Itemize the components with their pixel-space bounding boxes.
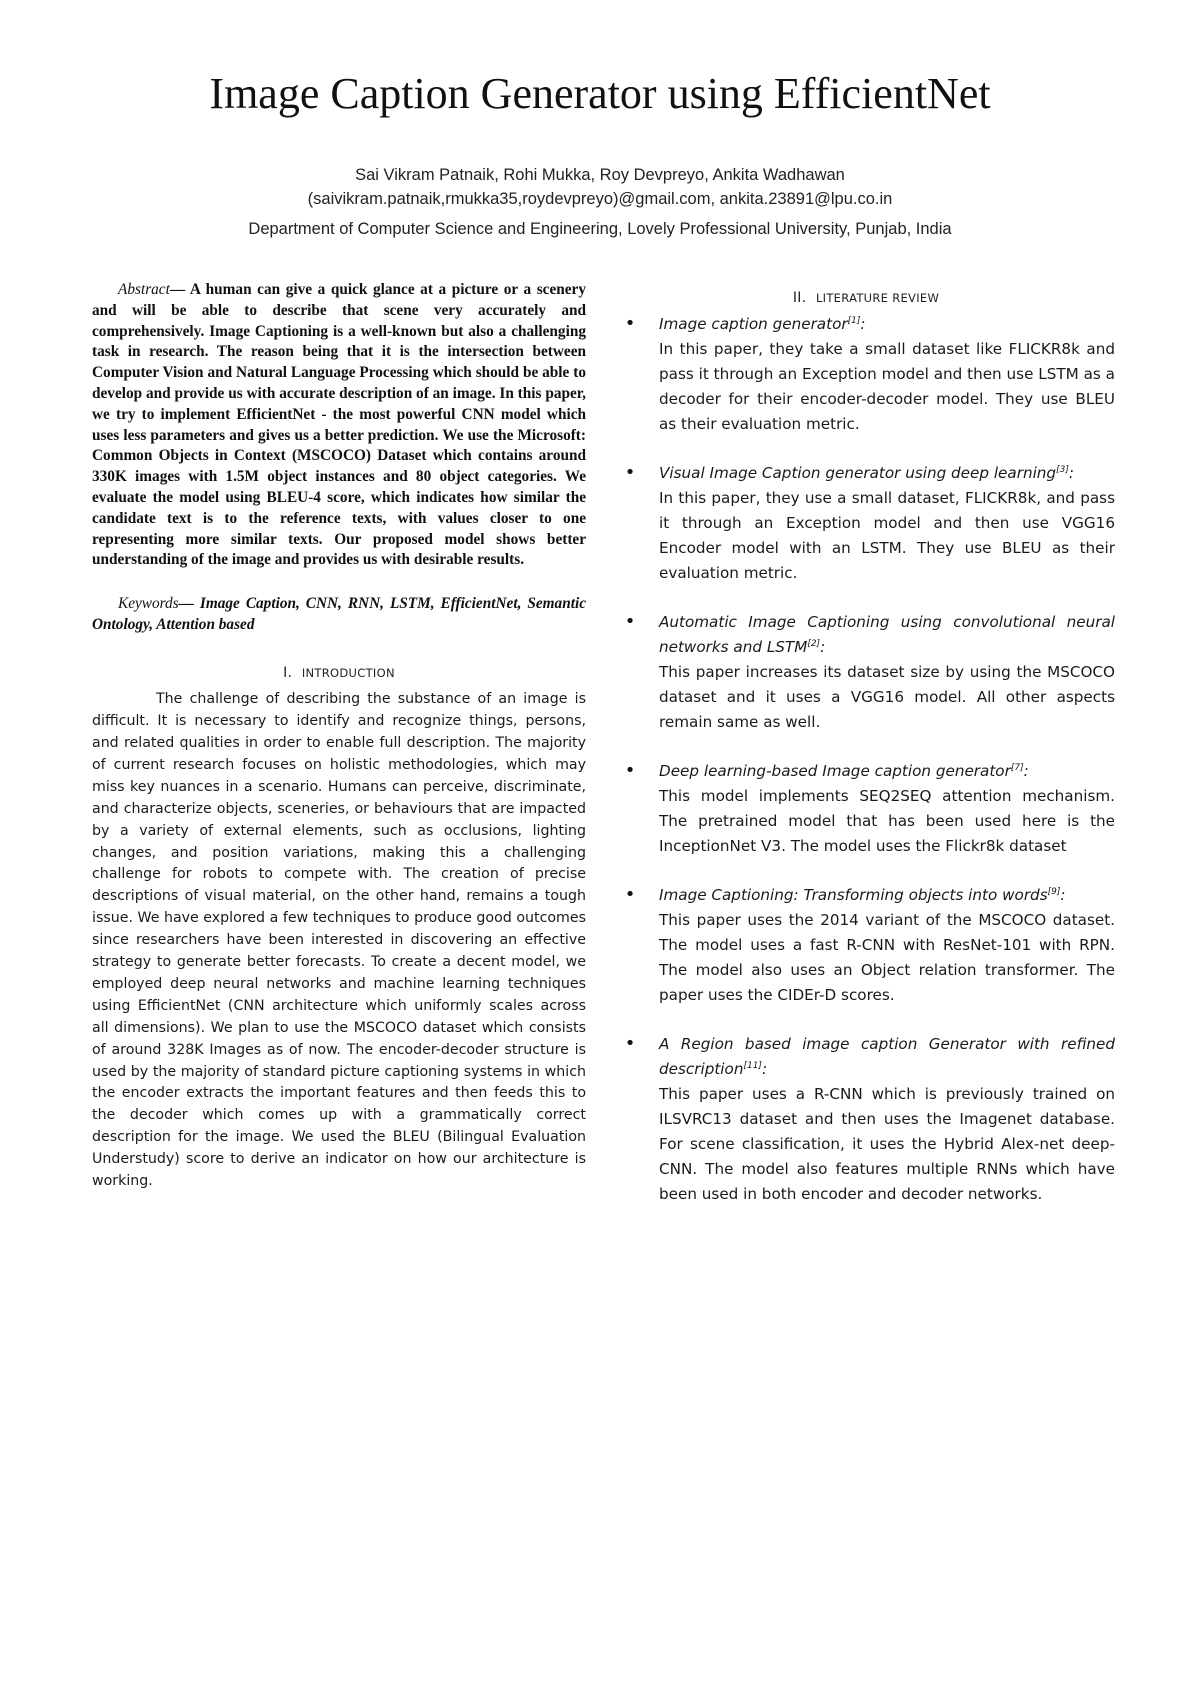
section-heading-introduction — [92, 665, 586, 681]
reference-summary: In this paper, they use a small dataset, FLICKR8k, and pass it through an Exception model and then use VGG16 Encoder model with an LSTM. They use BLEU as their evaluation metric. — [659, 489, 1115, 582]
keywords-text: Image Caption, CNN, RNN, LSTM, EfficientNet, Semantic Ontology, Attention based — [92, 595, 587, 634]
section-heading-literature-review — [617, 290, 1115, 306]
section-number: II. — [792, 290, 807, 306]
author-list: Sai Vikram Patnaik, Rohi Mukka, Roy Devpreyo, Ankita Wadhawan — [355, 166, 845, 184]
list-item — [617, 461, 1115, 586]
abstract — [92, 280, 586, 571]
list-item — [617, 759, 1115, 859]
reference-summary: This paper increases its dataset size by using the MSCOCO dataset and it uses a VGG16 model. All other aspects remain same as well. — [659, 663, 1115, 731]
section-title: INTRODUCTION — [301, 666, 395, 681]
paper-title: Image Caption Generator using EfficientNet — [209, 69, 991, 118]
reference-title: Visual Image Caption generator using deep learning[3]: — [659, 464, 1074, 482]
author-affiliation: Department of Computer Science and Engineering, Lovely Professional University, Punjab, India — [248, 220, 952, 238]
section-title: LITERATURE REVIEW — [815, 291, 940, 305]
bullet-icon: • — [624, 1033, 636, 1054]
reference-summary: This model implements SEQ2SEQ attention mechanism. The pretrained model that has been used here is the InceptionNet V3. The model uses the Flickr8k dataset — [659, 787, 1115, 855]
bullet-icon: • — [624, 760, 636, 781]
keywords-label: Keywords — [118, 595, 179, 613]
citation-marker: [9] — [1047, 886, 1061, 897]
abstract-label: Abstract — [118, 281, 170, 298]
abstract-text: A human can give a quick glance at a picture or a scenery and will be able to describe that scene very accurately and comprehensively. Image Captioning is a well-known but also a challenging task in research. The reason being that it is the intersection between Computer Vision and Natural Language Processing which should be able to develop and provide us with accurate description of an image. In this paper, we try to implement EfficientNet - the most powerful CNN model which uses less parameters and gives us a better prediction. We use the Microsoft: Common Objects in Context (MSCOCO) Dataset which contains around 330K images with 1.5M object instances and 80 object categories. We evaluate the model using BLEU-4 score, which indicates how similar the candidate text is to the reference texts, with values closer to one representing more similar texts. Our proposed model shows better understanding of the image and provides us with desirable results. — [92, 281, 586, 569]
section-number: I. — [283, 665, 293, 682]
reference-title: Automatic Image Captioning using convolutional neural networks and LSTM[2]: — [659, 613, 1115, 656]
reference-summary: This paper uses the 2014 variant of the MSCOCO dataset. The model uses a fast R-CNN with ResNet-101 with RPN. The model also uses an Object relation transformer. The paper uses the CIDEr-D scores. — [659, 911, 1115, 1004]
citation-marker: [2] — [807, 638, 821, 649]
list-item — [617, 883, 1115, 1008]
citation-marker: [7] — [1010, 762, 1024, 773]
literature-list — [617, 312, 1115, 1207]
citation-marker: [1] — [847, 315, 861, 326]
abstract-dash: — — [169, 281, 190, 298]
reference-title: Deep learning-based Image caption generator[7]: — [659, 762, 1029, 780]
list-item — [617, 610, 1115, 735]
reference-title: Image caption generator[1]: — [659, 315, 866, 333]
citation-marker: [11] — [743, 1060, 762, 1071]
reference-summary: In this paper, they take a small dataset like FLICKR8k and pass it through an Exception model and then use LSTM as a decoder for their encoder-decoder model. They use BLEU as their evaluation metric. — [659, 340, 1115, 433]
bullet-icon: • — [624, 611, 636, 632]
keywords — [92, 593, 586, 635]
list-item — [617, 312, 1115, 437]
bullet-icon: • — [624, 462, 636, 483]
bullet-icon: • — [624, 884, 636, 905]
citation-marker: [3] — [1056, 464, 1069, 475]
right-column — [617, 280, 1115, 1231]
list-item — [617, 1032, 1115, 1207]
left-column — [92, 280, 586, 1193]
reference-title: Image Captioning: Transforming objects into words[9]: — [659, 886, 1066, 904]
introduction-paragraph: The challenge of describing the substance of an image is difficult. It is necessary to identify and recognize things, persons, and related qualities in order to enable full description. The majority of current research focuses on holistic methodologies, which may miss key nuances in a scenario. Humans can perceive, discriminate, and characterize objects, sceneries, or behaviours that are impacted by a variety of external elements, such as occlusions, lighting changes, and position variations, making this a challenging challenge for robots to compete with. The creation of precise descriptions of visual material, on the other hand, remains a tough issue. We have explored a few techniques to produce good outcomes since researchers have been interested in discovering an effective strategy to generate better forecasts. To create a decent model, we employed deep neural networks and machine learning techniques using EfficientNet (CNN architecture which uniformly scales across all dimensions). We plan to use the MSCOCO dataset which consists of around 328K Images as of now. The encoder-decoder structure is used by the majority of standard picture captioning systems in which the encoder extracts the important features and then feeds this to the decoder which comes up with a grammatically correct description for the image. We used the BLEU (Bilingual Evaluation Understudy) score to derive an indicator on how our architecture is working. — [92, 691, 586, 1190]
bullet-icon: • — [624, 313, 636, 334]
keywords-dash: — — [178, 595, 200, 613]
reference-title: A Region based image caption Generator with refined description[11]: — [659, 1035, 1115, 1078]
reference-summary: This paper uses a R-CNN which is previously trained on ILSVRC13 dataset and then uses the Imagenet database. For scene classification, it uses the Hybrid Alex-net deep-CNN. The model also features multiple RNNs which have been used in both encoder and decoder networks. — [659, 1085, 1115, 1203]
author-emails: (saivikram.patnaik,rmukka35,roydevpreyo)@gmail.com, ankita.23891@lpu.co.in — [307, 190, 893, 208]
